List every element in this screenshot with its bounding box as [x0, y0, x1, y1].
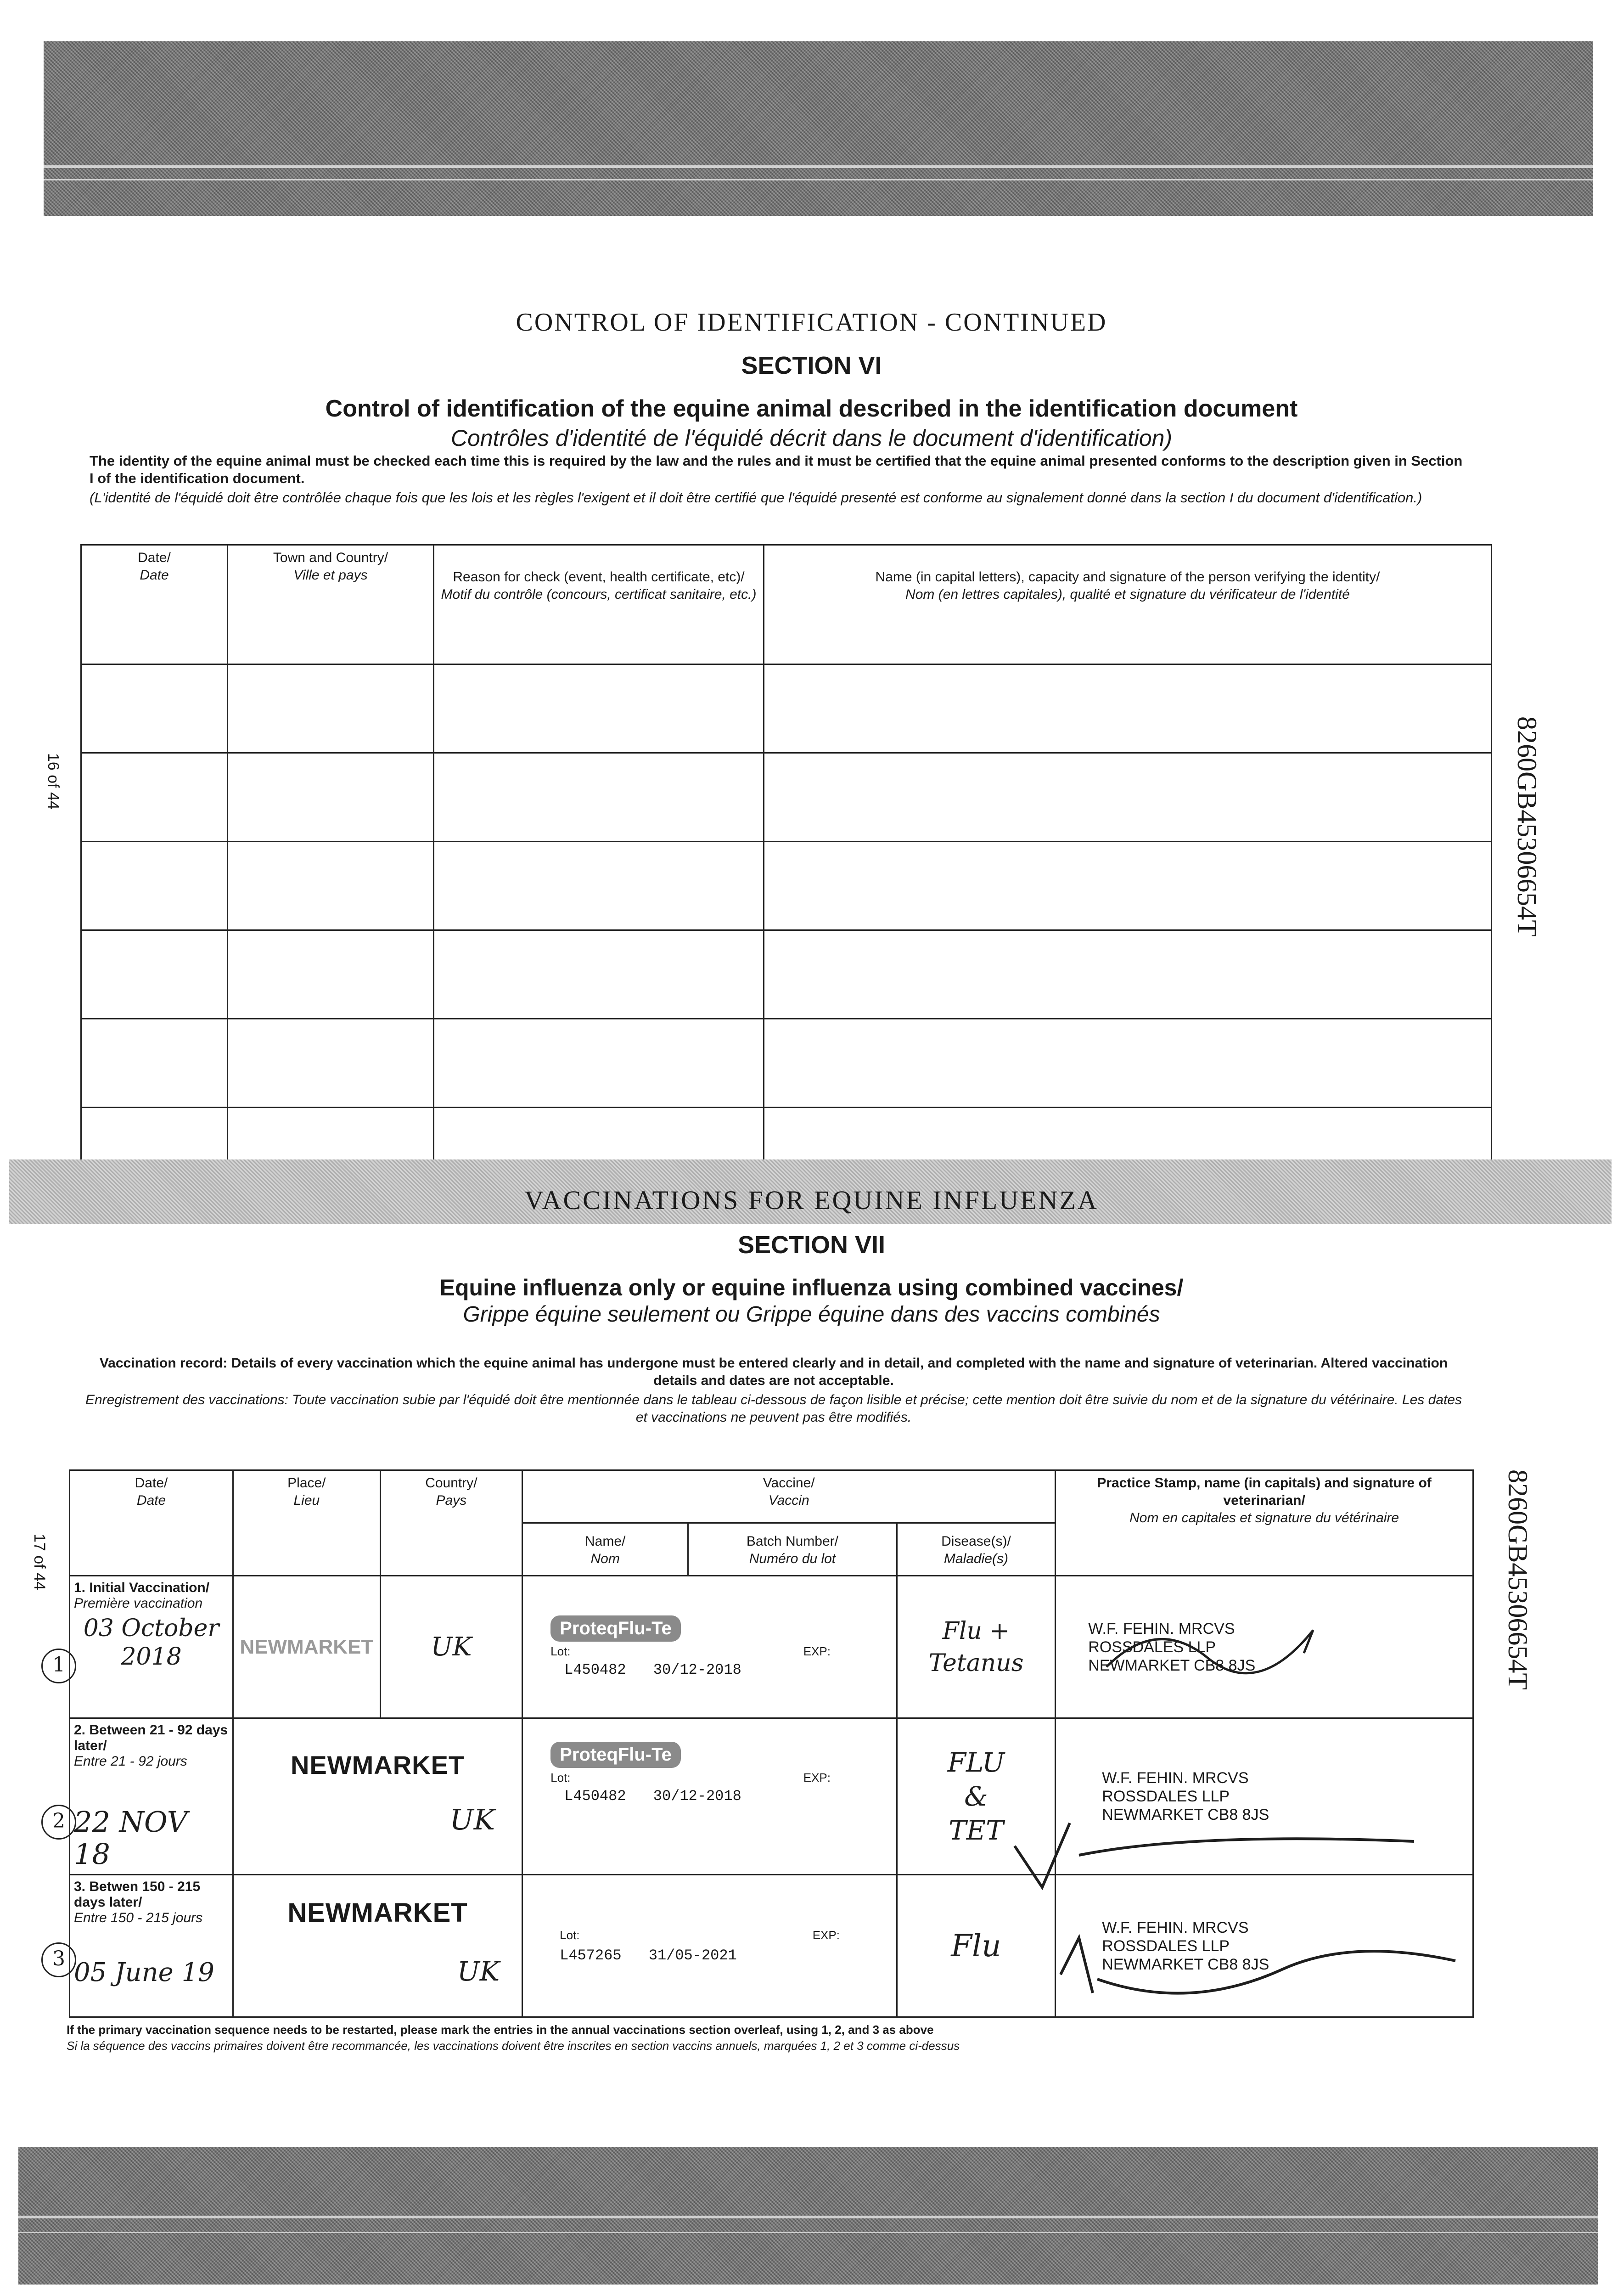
row3-country: UK — [457, 1956, 500, 1987]
section-vii-title-en: Equine influenza only or equine influenza using combined vaccines/ — [439, 1275, 1184, 1300]
section-vi-instructions-en: The identity of the equine animal must be checked each time this is required by the law and the rules and it must be certified that the equine animal presented conforms to the description given in Section I of the identification document. — [90, 453, 1463, 486]
sequence-circle-2: 2 — [41, 1805, 76, 1840]
table-row — [81, 1019, 1492, 1108]
row3-label-en: 3. Betwen 150 - 215 days later/ — [74, 1879, 201, 1910]
col-town-country: Town and Country/ Ville et pays — [228, 545, 434, 664]
row1-stamp-line3: NEWMARKET CB8 8JS — [1088, 1656, 1256, 1674]
row3-stamp-line3: NEWMARKET CB8 8JS — [1102, 1955, 1269, 1973]
table-row — [81, 842, 1492, 930]
vacc-col-vaccine: Vaccine/ Vaccin — [522, 1470, 1056, 1523]
vacc-col-stamp: Practice Stamp, name (in capitals) and signature of veterinarian/ Nom en capitales et signature du vétérinaire — [1056, 1470, 1473, 1576]
row1-expiry: 30/12-2018 — [653, 1661, 741, 1678]
sequence-circle-1: 1 — [41, 1649, 76, 1683]
document-id-lower: 8260GB45306654T — [1503, 1469, 1533, 1690]
row1-label-en: 1. Initial Vaccination/ — [74, 1580, 210, 1595]
row1-lot-label: Lot: — [550, 1644, 571, 1658]
vacc-col-country: Country/ Pays — [380, 1470, 522, 1576]
row3-stamp-line1: W.F. FEHIN. MRCVS — [1102, 1919, 1249, 1936]
row2-stamp-line1: W.F. FEHIN. MRCVS — [1102, 1769, 1249, 1787]
vacc-col-disease: Disease(s)/ Maladie(s) — [897, 1523, 1056, 1576]
row1-stamp-line1: W.F. FEHIN. MRCVS — [1088, 1620, 1235, 1638]
row2-stamp-line2: ROSSDALES LLP — [1102, 1788, 1230, 1805]
table-row — [81, 664, 1492, 753]
row1-stamp-line2: ROSSDALES LLP — [1088, 1638, 1216, 1656]
vacc-col-date: Date/ Date — [70, 1470, 233, 1576]
row2-vaccine-label: ProteqFlu-Te — [550, 1742, 681, 1768]
vaccination-record-en: Vaccination record: Details of every vaccination which the equine animal has undergone must be entered clearly and in detail, and completed with the name and signature of veterinarian. Altered vaccination details and dates are not acceptable. — [99, 1356, 1448, 1388]
table-row — [81, 753, 1492, 842]
row2-country: UK — [449, 1803, 495, 1836]
scan-artifact-bottom — [18, 2147, 1598, 2285]
restart-note-fr: Si la séquence des vaccins primaires doivent être recommancée, les vaccinations doivent être inscrites en section vaccins annuels, marquées 1, 2 et 3 comme ci-dessus — [67, 2039, 960, 2053]
section-vii-title-fr: Grippe équine seulement ou Grippe équine dans des vaccins combinés — [463, 1302, 1160, 1327]
signature-3 — [1051, 1919, 1465, 2011]
vacc-col-name: Name/ Nom — [522, 1523, 688, 1576]
vacc-col-place: Place/ Lieu — [233, 1470, 381, 1576]
row1-disease: Flu + Tetanus — [928, 1617, 1024, 1677]
row3-batch: L457265 — [560, 1947, 622, 1964]
section-vi-label: SECTION VI — [741, 352, 882, 379]
row3-exp-label: EXP: — [812, 1928, 840, 1942]
section-vi-instructions-fr: (L'identité de l'équidé doit être contrôlée chaque fois que les lois et les règles l'exigent et il doit être certifié que l'équidé presenté est conforme au signalement donné dans la section I du document d'identification.) — [90, 490, 1422, 506]
row2-batch: L450482 — [564, 1788, 626, 1805]
row3-place: NEWMARKET — [287, 1898, 468, 1928]
table-row — [81, 930, 1492, 1019]
section-vii-label: SECTION VII — [737, 1231, 886, 1259]
row1-country: UK — [431, 1632, 472, 1662]
row2-label-fr: Entre 21 - 92 jours — [74, 1754, 187, 1769]
col-verifier: Name (in capital letters), capacity and signature of the person verifying the identity/ Nom (en lettres capitales), qualité et signature du vérificateur de l'identité — [764, 545, 1492, 664]
row2-label-en: 2. Between 21 - 92 days later/ — [74, 1722, 228, 1753]
section-vi-title-en: Control of identification of the equine animal described in the identification document — [325, 395, 1298, 422]
col-date: Date/ Date — [81, 545, 228, 664]
row2-disease: FLU & TET — [947, 1747, 1005, 1846]
section-vi-title-fr: Contrôles d'identité de l'équidé décrit dans le document d'identification) — [450, 425, 1173, 451]
col-reason: Reason for check (event, health certificate, etc)/ Motif du contrôle (concours, certificat sanitaire, etc.) — [434, 545, 764, 664]
row2-exp-label: EXP: — [803, 1771, 831, 1784]
scan-artifact-top — [44, 41, 1593, 216]
row2-date: 22 NOV 18 — [74, 1805, 188, 1871]
row2-stamp-line3: NEWMARKET CB8 8JS — [1102, 1806, 1269, 1823]
vaccination-record-fr: Enregistrement des vaccinations: Toute vaccination subie par l'équidé doit être mentionnée dans le tableau ci-dessous de façon lisible et précise; cette mention doit être suivie du nom et de la signature du vétérinaire. Les dates et vaccinations ne peuvent pas être modifiés. — [85, 1392, 1462, 1425]
restart-note-en: If the primary vaccination sequence needs to be restarted, please mark the entries in the annual vaccinations section overleaf, using 1, 2, and 3 as above — [67, 2023, 934, 2037]
row3-lot-label: Lot: — [560, 1928, 580, 1942]
row1-batch: L450482 — [564, 1661, 626, 1678]
row2-expiry: 30/12-2018 — [653, 1788, 741, 1805]
document-id-upper: 8260GB45306654T — [1512, 716, 1542, 937]
row2-lot-label: Lot: — [550, 1771, 571, 1784]
row1-place: NEWMARKET — [233, 1576, 381, 1718]
section-vii-band-title: VACCINATIONS FOR EQUINE INFLUENZA — [524, 1185, 1099, 1215]
row1-label-fr: Première vaccination — [74, 1596, 203, 1611]
page-number-17: 17 of 44 — [31, 1534, 48, 1590]
page-number-16: 16 of 44 — [45, 753, 62, 810]
row3-date: 05 June 19 — [74, 1958, 214, 1987]
row1-vaccine-label: ProteqFlu-Te — [550, 1615, 681, 1642]
signature-2 — [1010, 1805, 1423, 1906]
sequence-circle-3: 3 — [41, 1942, 76, 1977]
row1-date: 03 October 2018 — [83, 1615, 219, 1671]
row1-exp-label: EXP: — [803, 1644, 831, 1658]
row3-stamp-line2: ROSSDALES LLP — [1102, 1937, 1230, 1955]
row2-place: NEWMARKET — [290, 1750, 465, 1779]
signature-1 — [1102, 1598, 1322, 1690]
identification-check-table — [80, 544, 1492, 1177]
row3-expiry: 31/05-2021 — [648, 1947, 737, 1964]
continued-title: CONTROL OF IDENTIFICATION - CONTINUED — [516, 308, 1107, 337]
vacc-col-batch: Batch Number/ Numéro du lot — [688, 1523, 897, 1576]
row3-label-fr: Entre 150 - 215 jours — [74, 1910, 203, 1925]
row3-disease: Flu — [951, 1928, 1001, 1964]
